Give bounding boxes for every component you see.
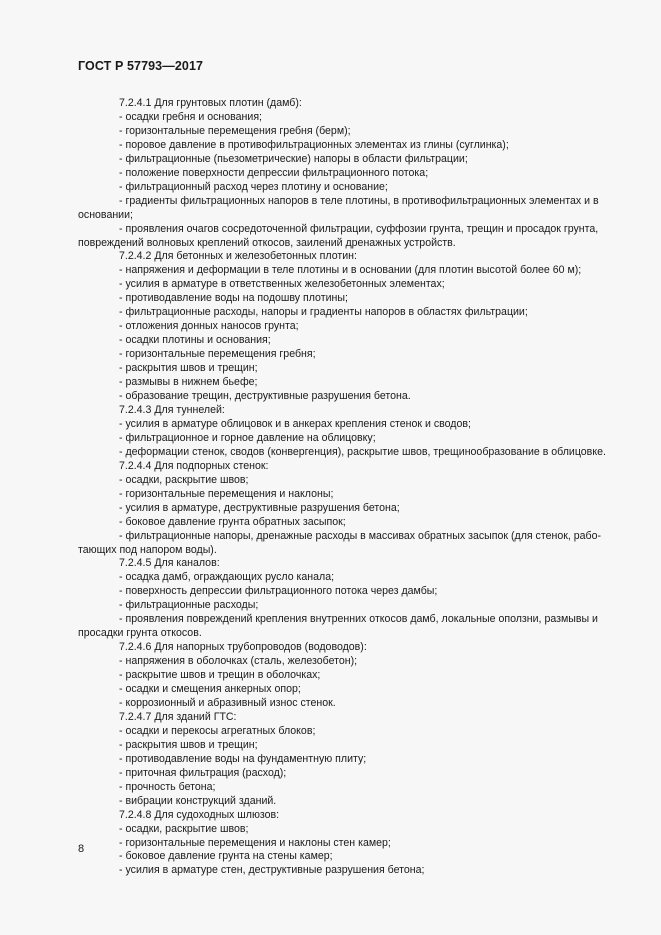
list-item: - боковое давление грунта на стены камер; (119, 850, 333, 863)
section-heading: 7.2.4.1 Для грунтовых плотин (дамб): (119, 97, 302, 109)
list-item: - раскрытия швов и трещин; (119, 362, 258, 375)
list-item: - коррозионный и абразивный износ стенок. (119, 696, 336, 709)
section-heading: 7.2.4.7 Для зданий ГТС: (119, 710, 237, 723)
list-item: - горизонтальные перемещения гребня (берм); (119, 124, 351, 137)
section-heading: 7.2.4.5 Для каналов: (119, 557, 220, 570)
list-item: - осадки плотины и основания; (119, 334, 271, 347)
list-item: - фильтрационные расходы, напоры и градиенты напоров в областях фильтрации; (119, 306, 528, 319)
document-body (78, 97, 610, 878)
page-number: 8 (78, 843, 85, 855)
section-7-2-4-7 (78, 711, 610, 809)
section-7-2-4-2 (78, 250, 610, 403)
list-item: - фильтрационные напоры, дренажные расходы в массивах обратных засыпок (для стенок, рабо-тающих под напором воды). (78, 529, 602, 556)
list-item: - фильтрационные (пьезометрические) напоры в области фильтрации; (119, 152, 468, 165)
list-item: - фильтрационное и горное давление на облицовку; (119, 431, 376, 444)
document-header: ГОСТ Р 57793—2017 (78, 59, 204, 73)
list-item: - противодавление воды на фундаментную плиту; (119, 752, 367, 765)
list-item: - вибрации конструкций зданий. (119, 794, 277, 807)
list-item: - положение поверхности депрессии фильтрационного потока; (119, 166, 429, 179)
list-item: - раскрытие швов и трещин в оболочках; (119, 669, 321, 682)
section-7-2-4-5 (78, 557, 610, 641)
list-item: - деформации стенок, сводов (конвергенция), раскрытие швов, трещинообразование в облицовке. (119, 445, 606, 458)
list-item: - противодавление воды на подошву плотины; (119, 292, 348, 305)
list-item: - горизонтальные перемещения и наклоны стен камер; (119, 836, 391, 849)
list-item: - боковое давление грунта обратных засыпок; (119, 515, 346, 528)
list-item: - градиенты фильтрационных напоров в теле плотины, в противофильтрационных элементах и в основании; (78, 194, 599, 221)
list-item: - усилия в арматуре облицовок и в анкерах крепления стенок и сводов; (119, 417, 471, 430)
list-item: - отложения донных наносов грунта; (119, 320, 299, 333)
list-item: - усилия в арматуре стен, деструктивные разрушения бетона; (119, 864, 425, 877)
list-item: - осадки и перекосы агрегатных блоков; (119, 724, 316, 737)
list-item: - образование трещин, деструктивные разрушения бетона. (119, 390, 411, 403)
list-item: - осадки, раскрытие швов; (119, 473, 249, 486)
section-7-2-4-8 (78, 809, 610, 879)
list-item: - поверхность депрессии фильтрационного потока через дамбы; (119, 585, 438, 598)
list-item: - прочность бетона; (119, 780, 216, 793)
list-item: - размывы в нижнем бьефе; (119, 376, 258, 389)
section-7-2-4-1 (78, 97, 610, 250)
section-7-2-4-6 (78, 641, 610, 711)
list-item: - фильтрационные расходы; (119, 599, 259, 612)
list-item: - фильтрационный расход через плотину и основание; (119, 180, 388, 193)
list-item: - горизонтальные перемещения и наклоны; (119, 487, 334, 500)
list-item: - осадки гребня и основания; (119, 110, 262, 123)
list-item: - осадка дамб, ограждающих русло канала; (119, 571, 335, 584)
section-heading: 7.2.4.6 Для напорных трубопроводов (водоводов): (119, 641, 367, 654)
list-item: - напряжения и деформации в теле плотины и в основании (для плотин высотой более 60 м); (119, 264, 582, 277)
list-item: - напряжения в оболочках (сталь, железобетон); (119, 655, 358, 668)
list-item: - осадки, раскрытие швов; (119, 822, 249, 835)
section-heading: 7.2.4.3 Для туннелей: (119, 403, 225, 416)
list-item: - поровое давление в противофильтрационных элементах из глины (суглинка); (119, 138, 509, 151)
list-item: - усилия в арматуре в ответственных железобетонных элементах; (119, 278, 445, 291)
list-item: - горизонтальные перемещения гребня; (119, 348, 316, 361)
list-item: - раскрытия швов и трещин; (119, 738, 258, 751)
list-item: - осадки и смещения анкерных опор; (119, 683, 301, 696)
list-item: - приточная фильтрация (расход); (119, 766, 287, 779)
section-7-2-4-3 (78, 404, 610, 460)
section-heading: 7.2.4.8 Для судоходных шлюзов: (119, 808, 280, 821)
section-heading: 7.2.4.4 Для подпорных стенок: (119, 459, 269, 472)
list-item: - проявления повреждений крепления внутренних откосов дамб, локальные оползни, размывы и просадки грунта откосов. (78, 613, 598, 640)
section-7-2-4-4 (78, 460, 610, 558)
section-heading: 7.2.4.2 Для бетонных и железобетонных плотин: (119, 250, 357, 263)
list-item: - проявления очагов сосредоточенной фильтрации, суффозии грунта, трещин и просадок грунта, повреждений волновых креплений откосов, заилений дренажных устройств. (78, 222, 599, 249)
list-item: - усилия в арматуре, деструктивные разрушения бетона; (119, 501, 400, 514)
